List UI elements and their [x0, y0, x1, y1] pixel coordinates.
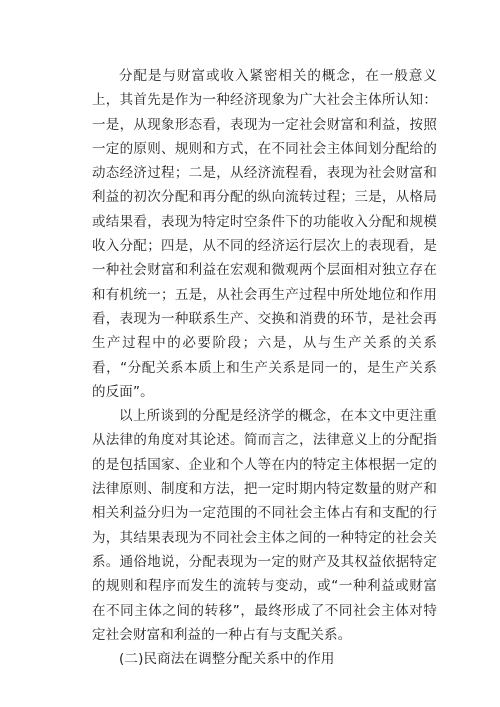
paragraph-legal-meaning: 以上所谈到的分配是经济学的概念，在本文中更注重从法律的角度对其论述。简而言之，法律意义上的分配指的是包括国家、企业和个人等在内的特定主体根据一定的法律原则、制度和方法，把一定时期内特定数量的财产和相关利益分归为一定范围的不同社会主体占有和支配的行为，其结果表现为不同社会主体之间的一种特定的社会关系。通俗地说，分配表现为一定的财产及其权益依据特定的规则和程序而发生的流转与变动，或“一种利益或财富在不同主体之间的转移”，最终形成了不同社会主体对特定社会财富和利益的一种占有与支配关系。 — [92, 408, 437, 643]
section-heading: (二)民商法在调整分配关系中的作用 — [119, 651, 335, 668]
document-body — [92, 64, 437, 671]
paragraph-distribution-concept: 分配是与财富或收入紧密相关的概念，在一般意义上，其首先是作为一种经济现象为广大社会主体所认知：一是，从现象形态看，表现为一定社会财富和利益，按照一定的原则、规则和方式，在不同社会主体间划分配给的动态经济过程；二是，从经济流程看，表现为社会财富和利益的初次分配和再分配的纵向流转过程；三是，从格局或结果看，表现为特定时空条件下的功能收入分配和规模收入分配；四是，从不同的经济运行层次上的表现看，是一种社会财富和利益在宏观和微观两个层面相对独立存在和有机统一；五是，从社会再生产过程中所处地位和作用看，表现为一种联系生产、交换和消费的环节，是社会再生产过程中的必要阶段；六是，从与生产关系的关系看，“分配关系本质上和生产关系是同一的，是生产关系的反面”。 — [92, 68, 437, 400]
